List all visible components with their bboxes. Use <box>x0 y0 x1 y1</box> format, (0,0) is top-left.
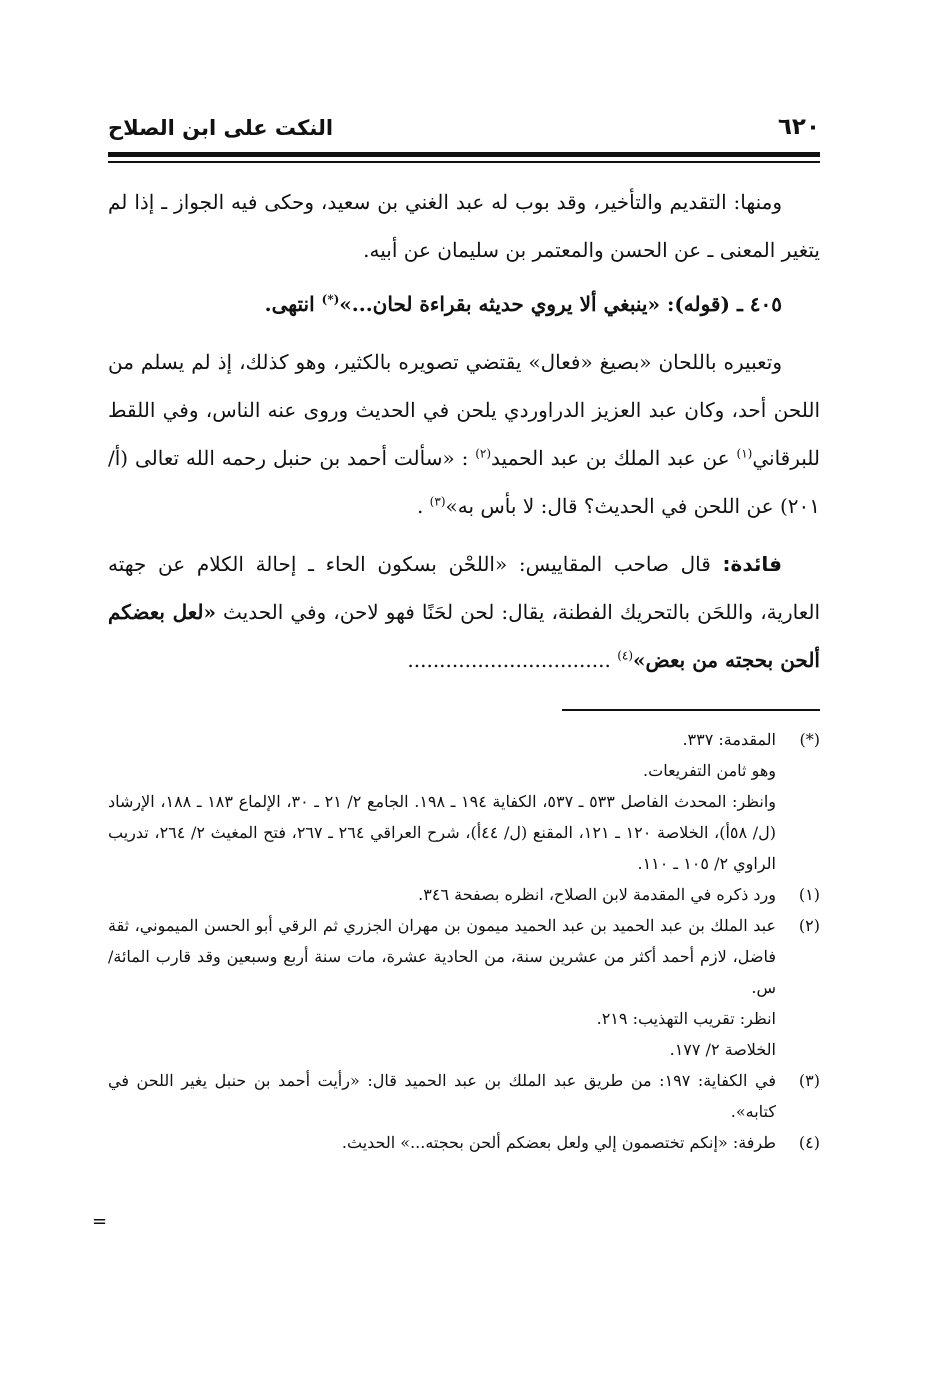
footnote-2-line2: انظر: تقريب التهذيب: ٢١٩. <box>596 1009 776 1028</box>
footnote-ref-3: (٣) <box>429 494 446 509</box>
footnote-2-mark: (٢) <box>798 916 820 935</box>
lahhan-text-b: عن عبد الملك بن عبد الحميد <box>491 446 730 470</box>
entry-qawl: (قوله): <box>666 292 730 316</box>
running-title: النكت على ابن الصلاح <box>108 116 334 140</box>
entry-intaha: انتهى. <box>264 292 315 316</box>
footnote-ref-2: (٢) <box>475 446 492 461</box>
footnote-4 <box>108 1127 820 1158</box>
footnote-star-line3: وانظر: المحدث الفاصل ٥٣٣ ـ ٥٣٧، الكفاية ١٩٤ ـ ١٩٨. الجامع ٢/ ٢١ ـ ٣٠، الإلماع ١٨٣ ـ ١٨٨، الإرشاد (ل/ ٥٨أ)، الخلاصة ١٢٠ ـ ١٢١، المقنع (ل/ ٤٤أ)، شرح العراقي ٢٦٤ ـ ٢٦٧، فتح المغيث ٢/ ٢٦٤، تدريب الراوي ٢/ ١٠٥ ـ ١١٠. <box>108 792 777 873</box>
footnotes <box>108 724 820 1158</box>
page-number: ٦٢٠ <box>777 114 820 140</box>
main-text <box>108 178 820 684</box>
footnote-separator <box>562 709 820 711</box>
lahhan-end: . <box>416 494 424 518</box>
footnote-2-line3: الخلاصة ٢/ ١٧٧. <box>669 1040 776 1059</box>
paragraph-order-line2: إذا لم يتغير المعنى ـ عن الحسن والمعتمر بن سليمان عن أبيه. <box>108 190 820 262</box>
entry-number: ٤٠٥ ـ <box>736 292 782 316</box>
faida-label: فائدة: <box>722 552 782 576</box>
entry-star-ref: (*) <box>321 292 340 307</box>
paragraph-order <box>108 178 820 274</box>
footnote-star-line1: المقدمة: ٣٣٧. <box>682 730 776 749</box>
paragraph-lahhan <box>108 338 820 530</box>
footnote-ref-1: (١) <box>736 446 753 461</box>
entry-quote: «ينبغي ألا يروي حديثه بقراءة لحان...» <box>339 292 660 316</box>
footnote-3-mark: (٣) <box>798 1071 820 1090</box>
footnote-4-mark: (٤) <box>798 1133 820 1152</box>
entry-405-heading <box>108 280 820 328</box>
header-rule-thick <box>108 152 820 157</box>
footnote-4-text: طرفة: «إنكم تختصمون إلي ولعل بعضكم ألحن بحجته...» الحديث. <box>341 1133 776 1152</box>
footnote-star <box>108 724 820 879</box>
footnote-1-mark: (١) <box>798 885 820 904</box>
footnote-2 <box>108 910 820 1065</box>
faida-text: قال صاحب المقاييس: «اللحْن بسكون الحاء ـ إحالة الكلام عن جهته العارية، واللحَن بالتحريك الفطنة، يقال: لحن لحَنًا فهو لاحن، وفي الحديث <box>108 552 821 624</box>
header-rule-thin <box>108 161 820 163</box>
continuation-mark: = <box>92 1211 108 1232</box>
filler-dots: ................................ <box>407 648 611 672</box>
hadith-quote: «لعل بعضكم ألحن بحجته من بعض» <box>108 600 820 672</box>
footnote-ref-4: (٤) <box>617 648 634 663</box>
lahhan-text-c: : «سألت أحمد بن حنبل رحمه الله تعالى (أ/ ٢٠١) عن اللحن في الحديث؟ قال: لا بأس به» <box>108 446 820 518</box>
footnote-star-line2: وهو ثامن التفريعات. <box>643 761 776 780</box>
footnote-2-line1: عبد الملك بن عبد الحميد بن عبد الحميد ميمون بن مهران الجزري ثم الرقي أبو الحسن الميموني، ثقة فاضل، لازم أحمد أكثر من عشرين سنة، من الحادية عشرة، مات سنة أربع وسبعين وقد قارب المائة/ س. <box>108 916 776 997</box>
footnote-1 <box>108 879 820 910</box>
page-header <box>108 112 820 152</box>
footnote-3-text: في الكفاية: ١٩٧: من طريق عبد الملك بن عبد الحميد قال: «رأيت أحمد بن حنبل يغير اللحن في كتابه». <box>108 1071 777 1121</box>
footnote-3 <box>108 1065 820 1127</box>
footnote-1-text: ورد ذكره في المقدمة لابن الصلاح، انظره بصفحة ٣٤٦. <box>418 885 776 904</box>
footnote-star-mark: (*) <box>799 730 820 749</box>
paragraph-faida <box>108 540 820 684</box>
lahhan-text-a: وتعبيره باللحان «بصيغ «فعال» يقتضي تصويره بالكثير، وهو كذلك، إذ لم يسلم من اللحن أحد، وكان عبد العزيز الدراوردي يلحن في الحديث وروى عنه الناس، وفي اللقط للبرقاني <box>108 350 821 470</box>
paragraph-order-line1: ومنها: التقديم والتأخير، وقد بوب له عبد الغني بن سعيد، وحكى فيه الجواز ـ <box>161 190 783 214</box>
